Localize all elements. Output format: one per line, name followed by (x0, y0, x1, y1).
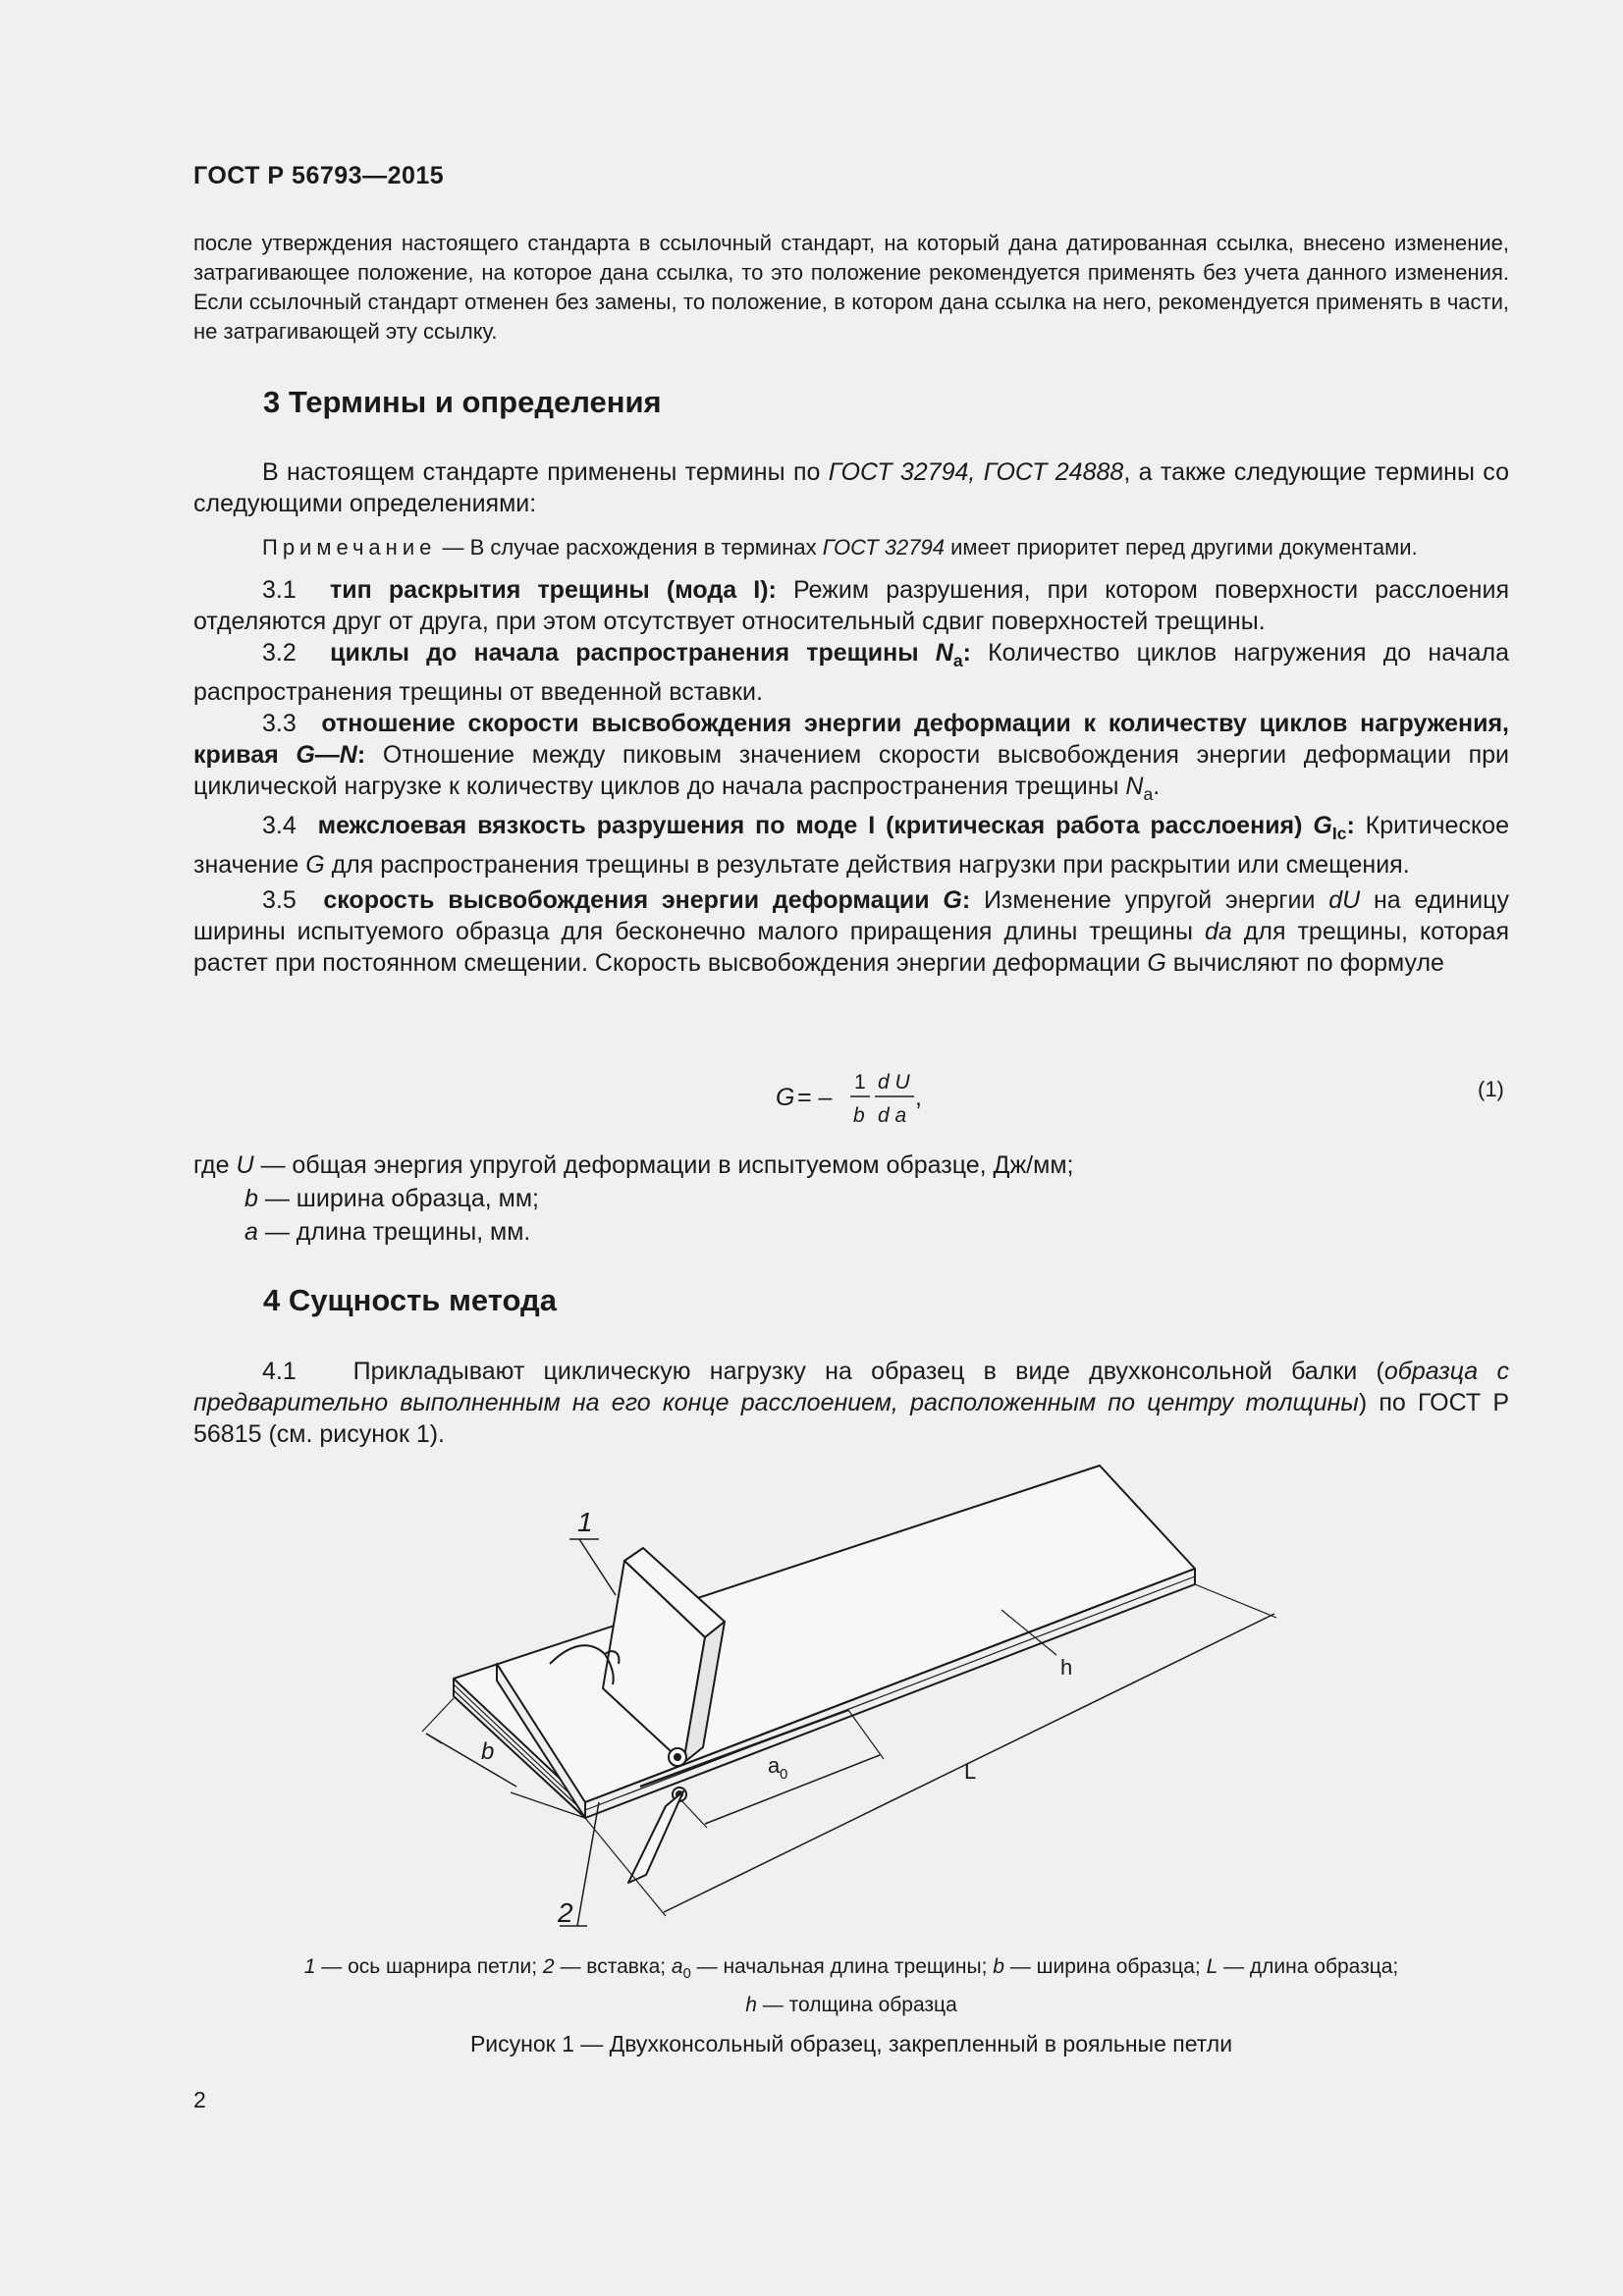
term-definition-end: вычисляют по формуле (1165, 949, 1444, 977)
figure-legend-line-2 (193, 1990, 1509, 2020)
note-ref: ГОСТ 32794 (822, 535, 945, 560)
where-a-def: — длина трещины, мм. (257, 1218, 531, 1246)
g-symbol: G (1147, 949, 1166, 977)
paragraph-4-1 (193, 1356, 1509, 1450)
term-3-2 (193, 637, 1509, 708)
du-symbol: dU (1328, 886, 1361, 914)
note-text-end: имеет приоритет перед другими документами. (944, 535, 1418, 560)
where-b-def: — ширина образца, мм; (257, 1185, 539, 1212)
dim-a0-line (705, 1755, 880, 1824)
hinge-pin-upper-center (675, 1754, 680, 1760)
legend-b-sym: b (993, 1955, 1004, 1978)
dim-a0-ext-2 (848, 1710, 884, 1759)
legend-a-sub: 0 (682, 1966, 691, 1983)
fig-label-L: L (964, 1759, 977, 1784)
term-name: отношение скорости высвобождения энергии деформации к количеству циклов нагружения, кривая (193, 710, 1509, 769)
legend-b-text: — ширина образца; (1003, 1955, 1207, 1978)
where-u-sym: U (236, 1151, 254, 1179)
fig-label-h: h (1060, 1655, 1073, 1680)
paragraph-italic: образца с предварительно выполненным на его конце расслоением, расположенным по центру толщины (193, 1358, 1509, 1416)
section-3-note (193, 533, 1509, 562)
intro-paragraph: после утверждения настоящего стандарта в ссылочный стандарт, на который дана датированная ссылка, внесено изменение, затрагивающее положение, на которое дана ссылка, то это положение рекомендуется применять без учета данного изменения. Если ссылочный стандарт отменен без замены, то положение, в котором дана ссылка на него, рекомендуется применять в части, не затрагивающей эту ссылку. (193, 231, 1509, 344)
lead-ref: ГОСТ 32794, ГОСТ 24888 (828, 458, 1124, 486)
formula-comma: , (915, 1084, 922, 1111)
term-name: тип раскрытия трещины (мода I): (330, 576, 777, 604)
where-a (193, 1215, 1509, 1249)
where-b (193, 1182, 1509, 1215)
leader-1 (579, 1539, 616, 1595)
term-n-symbol: N (1125, 773, 1144, 800)
legend-L-sym: L (1206, 1955, 1218, 1978)
dim-b-ext-1 (422, 1698, 454, 1732)
legend-h-sym: h (745, 1994, 757, 2017)
term-name: межслоевая вязкость разрушения по моде I (критическая работа расслоения) (317, 812, 1314, 839)
where-label: где (193, 1151, 237, 1179)
term-g-symbol: G (305, 851, 325, 879)
legend-2-text: — вставка; (554, 1955, 672, 1978)
fig-label-a0: a (768, 1753, 781, 1778)
term-definition: на единицу ширины испытуемого образца для бесконечно малого приращения длины трещины (193, 886, 1509, 945)
term-number: 3.2 (262, 639, 297, 667)
term-symbol: N (935, 639, 953, 667)
formula-1 (776, 1065, 952, 1134)
figure-legend (193, 1951, 1509, 2020)
document-header: ГОСТ Р 56793—2015 (193, 162, 445, 189)
lead-text-end: , а также следующие термины со следующими определениями: (193, 458, 1509, 517)
formula-number: (1) (1478, 1077, 1504, 1101)
term-definition: Критическое значение (193, 812, 1509, 879)
where-u (193, 1148, 1509, 1182)
term-number: 3.5 (262, 886, 297, 914)
formula-den1: b (853, 1104, 865, 1127)
fig-label-b: b (481, 1738, 495, 1765)
term-3-1 (193, 574, 1509, 637)
section-3-lead (193, 456, 1509, 519)
term-definition: для трещины, которая растет при постоянном смещении. Скорость высвобождения энергии деформации (193, 918, 1509, 977)
term-number: 3.3 (262, 710, 297, 737)
term-symbol: G (1313, 812, 1332, 839)
term-3-4 (193, 810, 1509, 881)
section-4-body (193, 1356, 1509, 1450)
term-end: . (1153, 773, 1161, 800)
formula-num2: d U (878, 1071, 910, 1094)
figure-caption: Рисунок 1 — Двухконсольный образец, закрепленный в рояльные петли (469, 2031, 1233, 2056)
note-label: Примечание (262, 535, 437, 560)
paragraph-text: Прикладывают циклическую нагрузку на образец в виде двухконсольной балки ( (334, 1358, 1384, 1385)
legend-L-text: — длина образца; (1217, 1955, 1399, 1978)
formula-num1: 1 (854, 1071, 866, 1094)
legend-a-sym: a (671, 1955, 683, 1978)
legend-1-sym: 1 (303, 1955, 316, 1978)
figure-1-drawing (412, 1453, 1296, 1963)
term-symbol: G—N (296, 741, 357, 769)
section-3-body (193, 456, 1509, 979)
term-definition: Отношение между пиковым значением скорости высвобождения энергии деформации при циклической нагрузке к количеству циклов до начала распространения трещины (193, 741, 1509, 800)
lead-text: В настоящем стандарте применены термины по (262, 458, 829, 486)
term-colon: : (961, 886, 971, 914)
legend-h-text: — толщина образца (756, 1994, 957, 2017)
term-3-5 (193, 884, 1509, 979)
term-name: скорость высвобождения энергии деформации (323, 886, 944, 914)
term-definition: Режим разрушения, при котором поверхности расслоения отделяются друг от друга, при этом отсутствует относительный сдвиг поверхностей трещины. (193, 576, 1509, 635)
section-3-title: 3 Термины и определения (263, 385, 662, 419)
paragraph-text-end: ) по ГОСТ Р 56815 (см. рисунок 1). (193, 1389, 1510, 1448)
legend-1-text: — ось шарнира петли; (315, 1955, 543, 1978)
legend-2-sym: 2 (542, 1955, 555, 1978)
term-definition: Количество циклов нагружения до начала распространения трещины от введенной вставки. (193, 639, 1509, 706)
term-n-sub: a (1143, 784, 1154, 804)
where-block (193, 1148, 1509, 1249)
term-symbol-sub: Ic (1331, 824, 1347, 843)
figure-legend-line-1 (193, 1951, 1509, 1990)
term-symbol: G (943, 886, 962, 914)
dim-L-ext-2 (1195, 1584, 1276, 1618)
fig-label-1: 1 (577, 1507, 593, 1537)
dim-b-arrow-1 (426, 1734, 442, 1743)
page-number: 2 (193, 2087, 206, 2112)
formula-den2: d a (878, 1104, 907, 1127)
hinge-plate-lower (628, 1791, 683, 1883)
term-colon: : (962, 639, 971, 667)
term-symbol-sub: a (952, 651, 963, 670)
term-3-3 (193, 708, 1509, 810)
section-4-title: 4 Сущность метода (263, 1283, 557, 1317)
term-definition: Изменение упругой энергии (970, 886, 1329, 914)
term-name: циклы до начала распространения трещины (330, 639, 936, 667)
paragraph-number: 4.1 (262, 1358, 297, 1385)
where-a-sym: a (244, 1218, 258, 1246)
term-colon: : (1346, 812, 1355, 839)
formula-lhs: G (776, 1084, 795, 1111)
term-colon: : (356, 741, 366, 769)
beam-top-face (454, 1466, 1195, 1802)
where-u-def: — общая энергия упругой деформации в испытуемом образце, Дж/мм; (253, 1151, 1074, 1179)
note-text: — В случае расхождения в терминах (436, 535, 823, 560)
fig-label-2: 2 (558, 1897, 573, 1928)
where-b-sym: b (244, 1185, 258, 1212)
dim-a0-ext-1 (679, 1798, 707, 1828)
term-number: 3.1 (262, 576, 297, 604)
term-number: 3.4 (262, 812, 297, 839)
da-symbol: da (1204, 918, 1232, 945)
formula-eq: = – (797, 1084, 833, 1111)
intro-paragraph-block (193, 229, 1509, 347)
term-definition-end: для распространения трещины в результате действия нагрузки при раскрытии или смещения. (324, 851, 1410, 879)
fig-label-a0-sub: 0 (780, 1766, 788, 1783)
legend-a-text: — начальная длина трещины; (690, 1955, 994, 1978)
